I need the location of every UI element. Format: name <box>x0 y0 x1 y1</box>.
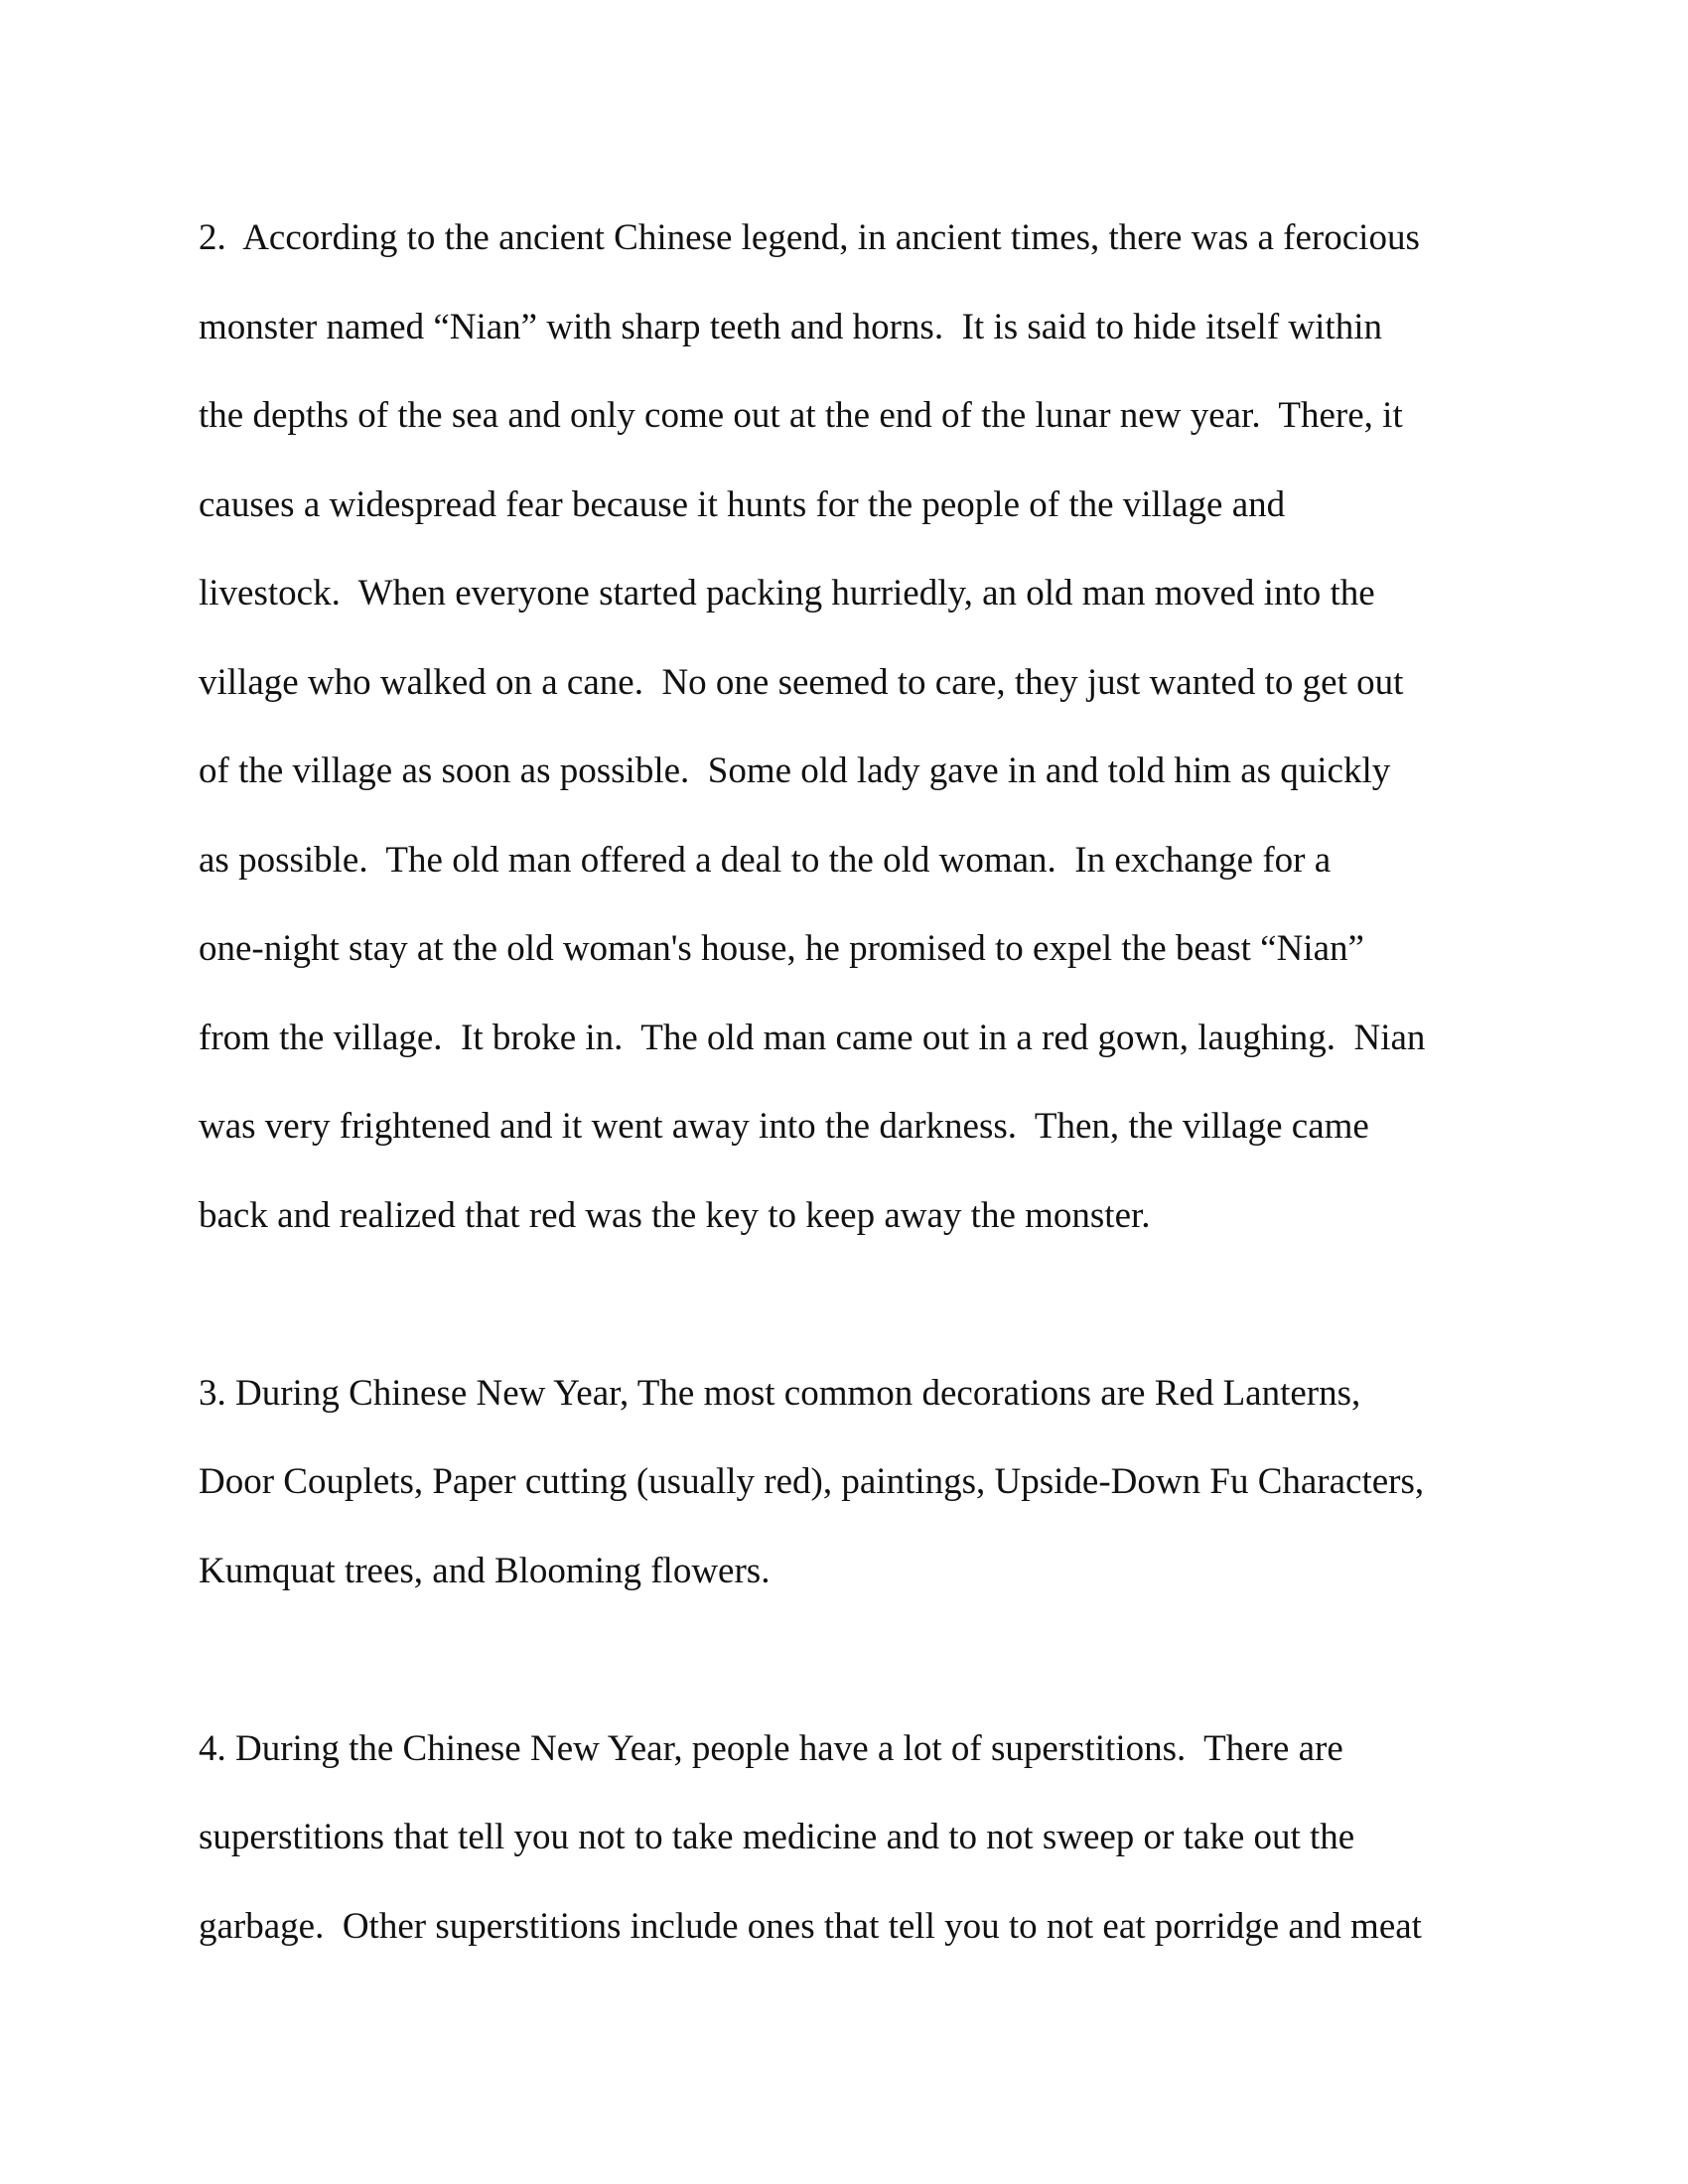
text-line: from the village. It broke in. The old man came out in a red gown, laughing. Nian <box>199 1017 1426 1058</box>
paragraph-2-nian-legend <box>199 194 1509 1260</box>
text-line: was very frightened and it went away into the darkness. Then, the village came <box>199 1106 1369 1147</box>
text-line: of the village as soon as possible. Some old lady gave in and told him as quickly <box>199 751 1391 791</box>
text-line: causes a widespread fear because it hunts for the people of the village and <box>199 483 1286 525</box>
text-line: 4. During the Chinese New Year, people have a lot of superstitions. There are <box>199 1727 1343 1769</box>
text-line: Kumquat trees, and Blooming flowers. <box>199 1550 771 1591</box>
text-line: the depths of the sea and only come out at the end of the lunar new year. There, it <box>199 395 1403 436</box>
text-line: superstitions that tell you not to take medicine and to not sweep or take out the <box>199 1817 1355 1857</box>
paragraph-spacer <box>199 1260 1509 1349</box>
paragraph-3-decorations <box>199 1349 1509 1616</box>
document-body <box>199 194 1509 1971</box>
text-line: monster named “Nian” with sharp teeth and horns. It is said to hide itself within <box>199 306 1382 347</box>
text-line: 3. During Chinese New Year, The most common decorations are Red Lanterns, <box>199 1372 1361 1414</box>
text-line: Door Couplets, Paper cutting (usually red), paintings, Upside-Down Fu Characters, <box>199 1461 1425 1502</box>
text-line: garbage. Other superstitions include ones that tell you to not eat porridge and meat <box>199 1905 1422 1947</box>
text-line: back and realized that red was the key to keep away the monster. <box>199 1194 1151 1236</box>
text-line: one-night stay at the old woman's house, he promised to expel the beast “Nian” <box>199 928 1364 969</box>
text-line: village who walked on a cane. No one seemed to care, they just wanted to get out <box>199 661 1404 703</box>
paragraph-4-superstitions <box>199 1705 1509 1972</box>
text-line: livestock. When everyone started packing hurriedly, an old man moved into the <box>199 573 1375 614</box>
text-line: 2. According to the ancient Chinese legend, in ancient times, there was a ferocious <box>199 217 1420 258</box>
paragraph-spacer <box>199 1615 1509 1705</box>
text-line: as possible. The old man offered a deal to the old woman. In exchange for a <box>199 839 1332 881</box>
